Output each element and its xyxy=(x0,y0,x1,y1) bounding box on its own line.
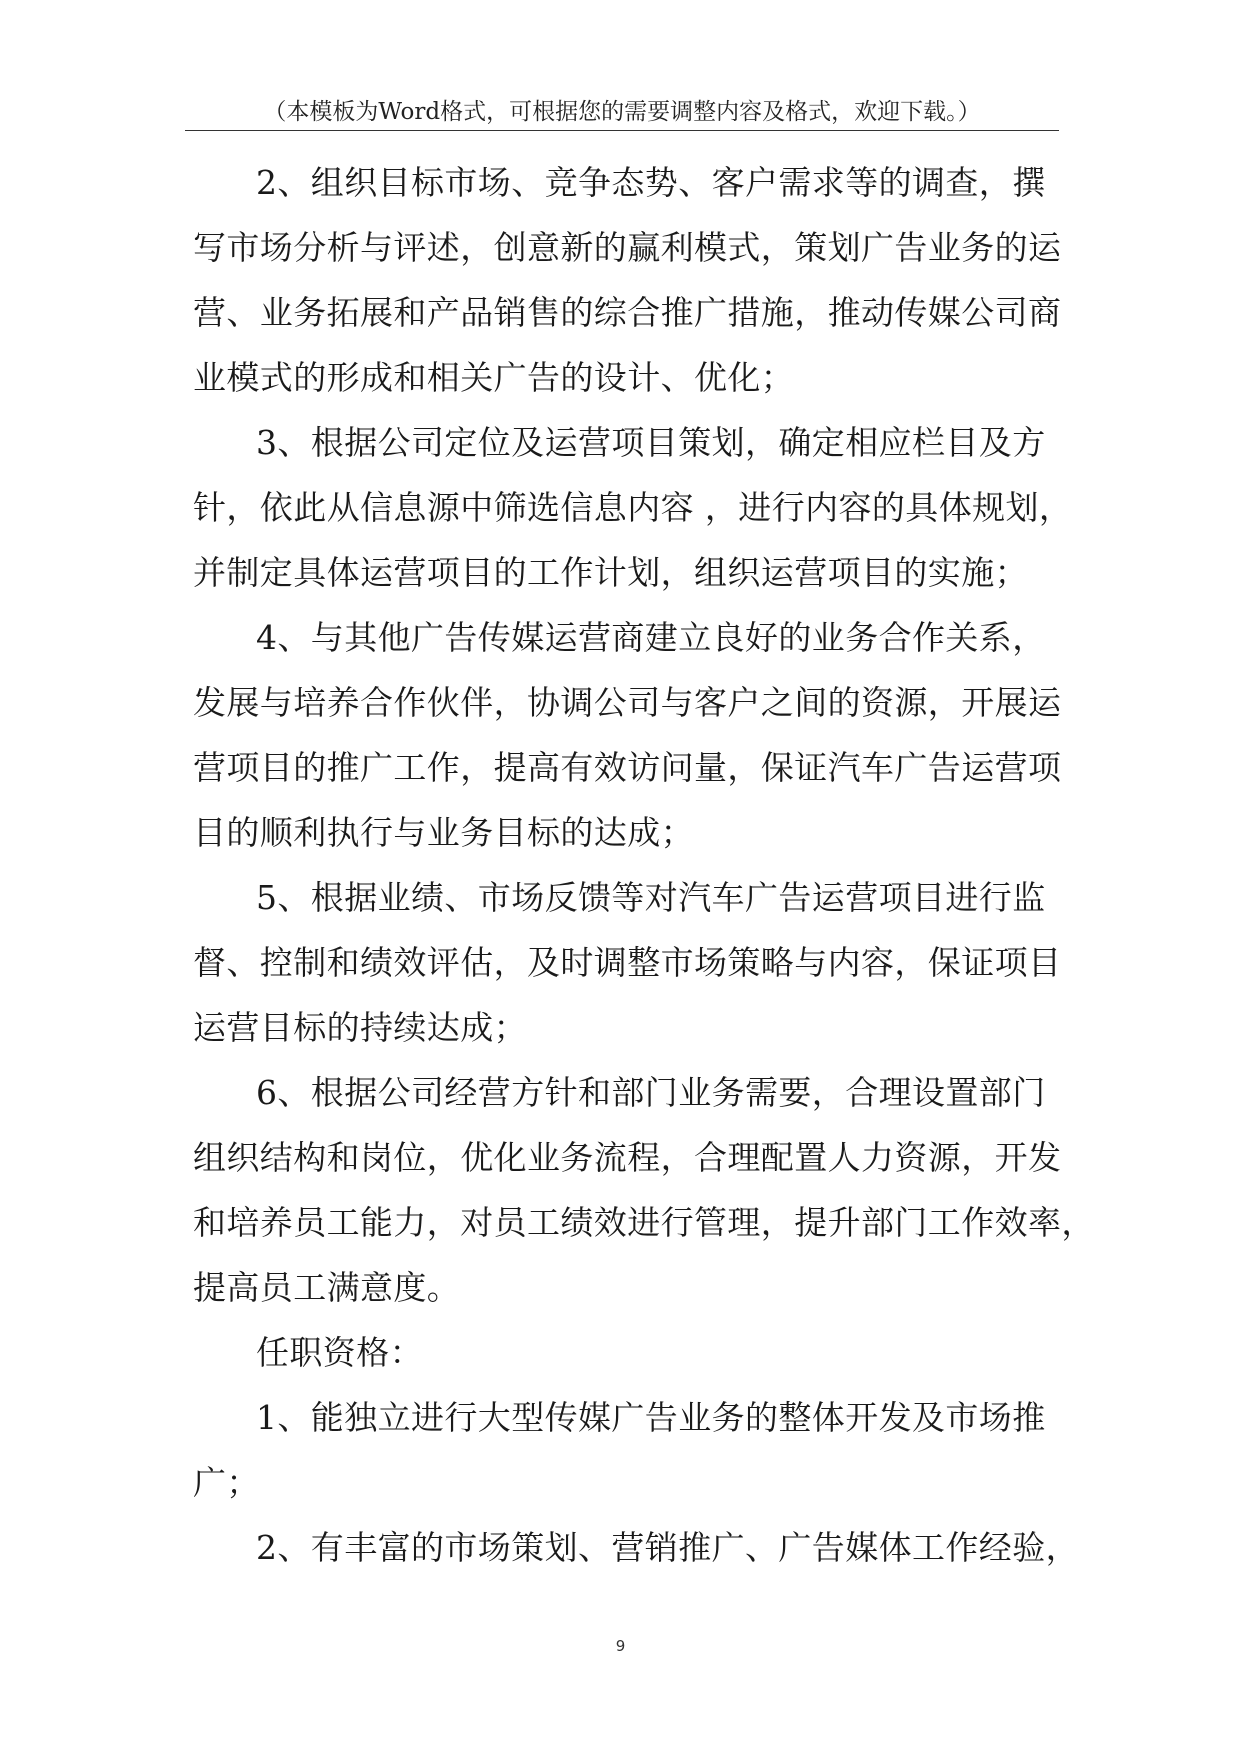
page-number: 9 xyxy=(615,1637,626,1655)
body-line: 并制定具体运营项目的工作计划，组织运营项目的实施； xyxy=(193,553,1028,592)
body-line: 和培养员工能力，对员工绩效进行管理，提升部门工作效率， xyxy=(193,1203,1095,1242)
body-line: 督、控制和绩效评估，及时调整市场策略与内容，保证项目 xyxy=(193,943,1062,982)
body-line: 2、组织目标市场、竞争态势、客户需求等的调查，撰 xyxy=(256,163,1046,202)
body-line: 运营目标的持续达成； xyxy=(193,1008,527,1047)
body-line: 提高员工满意度。 xyxy=(193,1268,461,1307)
body-line: 写市场分析与评述，创意新的赢利模式，策划广告业务的运 xyxy=(193,228,1062,267)
body-line: 5、根据业绩、市场反馈等对汽车广告运营项目进行监 xyxy=(256,878,1046,917)
body-line: 营、业务拓展和产品销售的综合推广措施，推动传媒公司商 xyxy=(193,293,1062,332)
body-line: 目的顺利执行与业务目标的达成； xyxy=(193,813,694,852)
template-header-note: （本模板为Word格式，可根据您的需要调整内容及格式，欢迎下载。） xyxy=(263,99,981,125)
body-line: 4、与其他广告传媒运营商建立良好的业务合作关系， xyxy=(256,618,1046,657)
body-line: 组织结构和岗位，优化业务流程，合理配置人力资源，开发 xyxy=(193,1138,1062,1177)
body-line: 发展与培养合作伙伴，协调公司与客户之间的资源，开展运 xyxy=(193,683,1062,722)
header-divider xyxy=(185,130,1059,131)
section-heading-qualifications: 任职资格： xyxy=(256,1333,423,1372)
body-line: 1、能独立进行大型传媒广告业务的整体开发及市场推 xyxy=(256,1398,1046,1437)
body-line: 6、根据公司经营方针和部门业务需要，合理设置部门 xyxy=(256,1073,1046,1112)
body-line: 广； xyxy=(193,1463,260,1502)
body-line: 针，依此从信息源中筛选信息内容 ，进行内容的具体规划， xyxy=(193,488,1073,527)
body-line: 营项目的推广工作，提高有效访问量，保证汽车广告运营项 xyxy=(193,748,1062,787)
document-body xyxy=(193,150,1095,1580)
body-line: 2、有丰富的市场策划、营销推广、广告媒体工作经验， xyxy=(256,1528,1079,1567)
body-line: 业模式的形成和相关广告的设计、优化； xyxy=(193,358,795,397)
body-line: 3、根据公司定位及运营项目策划，确定相应栏目及方 xyxy=(256,423,1046,462)
